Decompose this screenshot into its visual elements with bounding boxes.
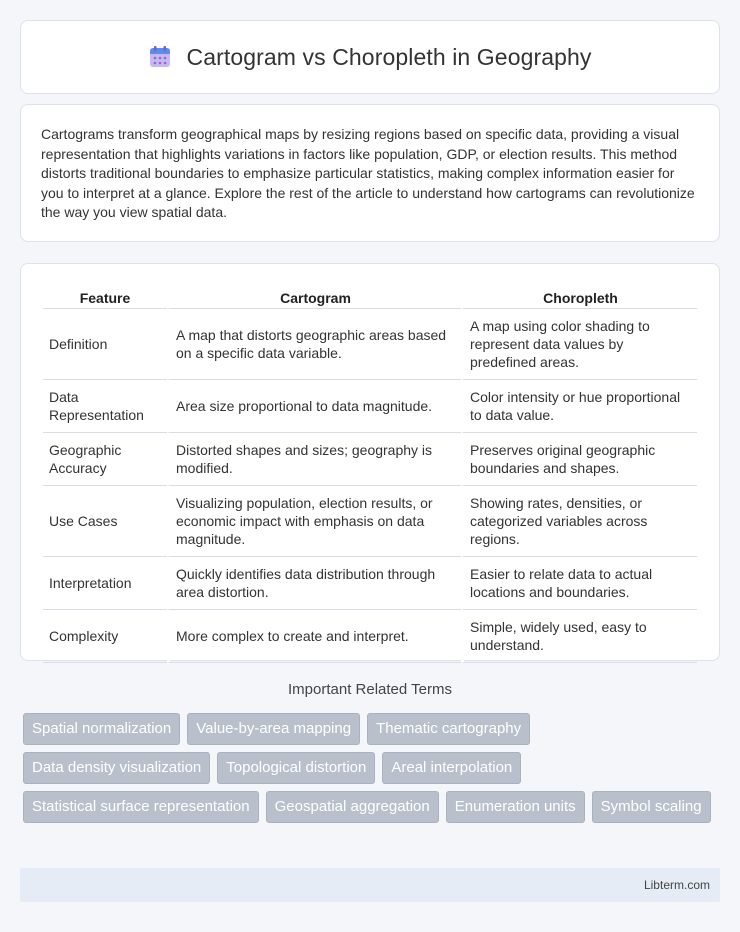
table-row	[43, 557, 697, 610]
cartogram-cell: Area size proportional to data magnitude.	[167, 380, 461, 433]
related-term-tag[interactable]: Spatial normalization	[23, 713, 180, 745]
table-row	[43, 610, 697, 663]
cartogram-cell: Distorted shapes and sizes; geography is modified.	[167, 433, 461, 486]
related-terms-title: Important Related Terms	[288, 681, 452, 698]
header-card	[20, 20, 720, 94]
related-term-tag[interactable]: Enumeration units	[446, 791, 585, 823]
feature-cell: Definition	[43, 309, 167, 380]
related-terms-list	[23, 713, 723, 823]
footer-site-link[interactable]: Libterm.com	[643, 878, 710, 892]
intro-text: Cartograms transform geographical maps by resizing regions based on specific data, providing a visual representation that highlights variations in factors like population, GDP, or election results. This method distorts traditional boundaries to emphasize particular statistics, making complex information easier for you to interpret at a glance. Explore the rest of the article to understand how cartograms can revolutionize the way you view spatial data.	[41, 126, 695, 220]
related-term-tag[interactable]: Statistical surface representation	[23, 791, 259, 823]
table-row	[43, 380, 697, 433]
feature-cell: Geographic Accuracy	[43, 433, 167, 486]
related-term-tag[interactable]: Topological distortion	[217, 752, 375, 784]
feature-cell: Data Representation	[43, 380, 167, 433]
table-header-row	[43, 284, 697, 309]
choropleth-cell: Easier to relate data to actual locations and boundaries.	[461, 557, 697, 610]
title-wrap	[148, 44, 591, 71]
cartogram-cell: Visualizing population, election results, or economic impact with emphasis on data magnitude.	[167, 486, 461, 557]
header-choropleth: Choropleth	[461, 284, 697, 309]
cartogram-cell: More complex to create and interpret.	[167, 610, 461, 663]
footer	[20, 868, 720, 902]
related-term-tag[interactable]: Symbol scaling	[592, 791, 711, 823]
page-title: Cartogram vs Choropleth in Geography	[186, 43, 592, 70]
feature-cell: Use Cases	[43, 486, 167, 557]
choropleth-cell: Preserves original geographic boundaries and shapes.	[461, 433, 697, 486]
related-term-tag[interactable]: Geospatial aggregation	[266, 791, 439, 823]
calendar-icon	[148, 45, 172, 69]
choropleth-cell: Simple, widely used, easy to understand.	[461, 610, 697, 663]
feature-cell: Complexity	[43, 610, 167, 663]
comparison-table	[43, 284, 697, 663]
related-term-tag[interactable]: Data density visualization	[23, 752, 210, 784]
table-row	[43, 433, 697, 486]
related-term-tag[interactable]: Value-by-area mapping	[187, 713, 360, 745]
cartogram-cell: Quickly identifies data distribution through area distortion.	[167, 557, 461, 610]
intro-card	[20, 104, 720, 242]
choropleth-cell: A map using color shading to represent data values by predefined areas.	[461, 309, 697, 380]
table-row	[43, 309, 697, 380]
choropleth-cell: Showing rates, densities, or categorized variables across regions.	[461, 486, 697, 557]
header-cartogram: Cartogram	[167, 284, 461, 309]
header-feature: Feature	[43, 284, 167, 309]
comparison-table-card	[20, 263, 720, 661]
related-term-tag[interactable]: Areal interpolation	[382, 752, 521, 784]
choropleth-cell: Color intensity or hue proportional to data value.	[461, 380, 697, 433]
cartogram-cell: A map that distorts geographic areas based on a specific data variable.	[167, 309, 461, 380]
table-row	[43, 486, 697, 557]
feature-cell: Interpretation	[43, 557, 167, 610]
related-term-tag[interactable]: Thematic cartography	[367, 713, 530, 745]
